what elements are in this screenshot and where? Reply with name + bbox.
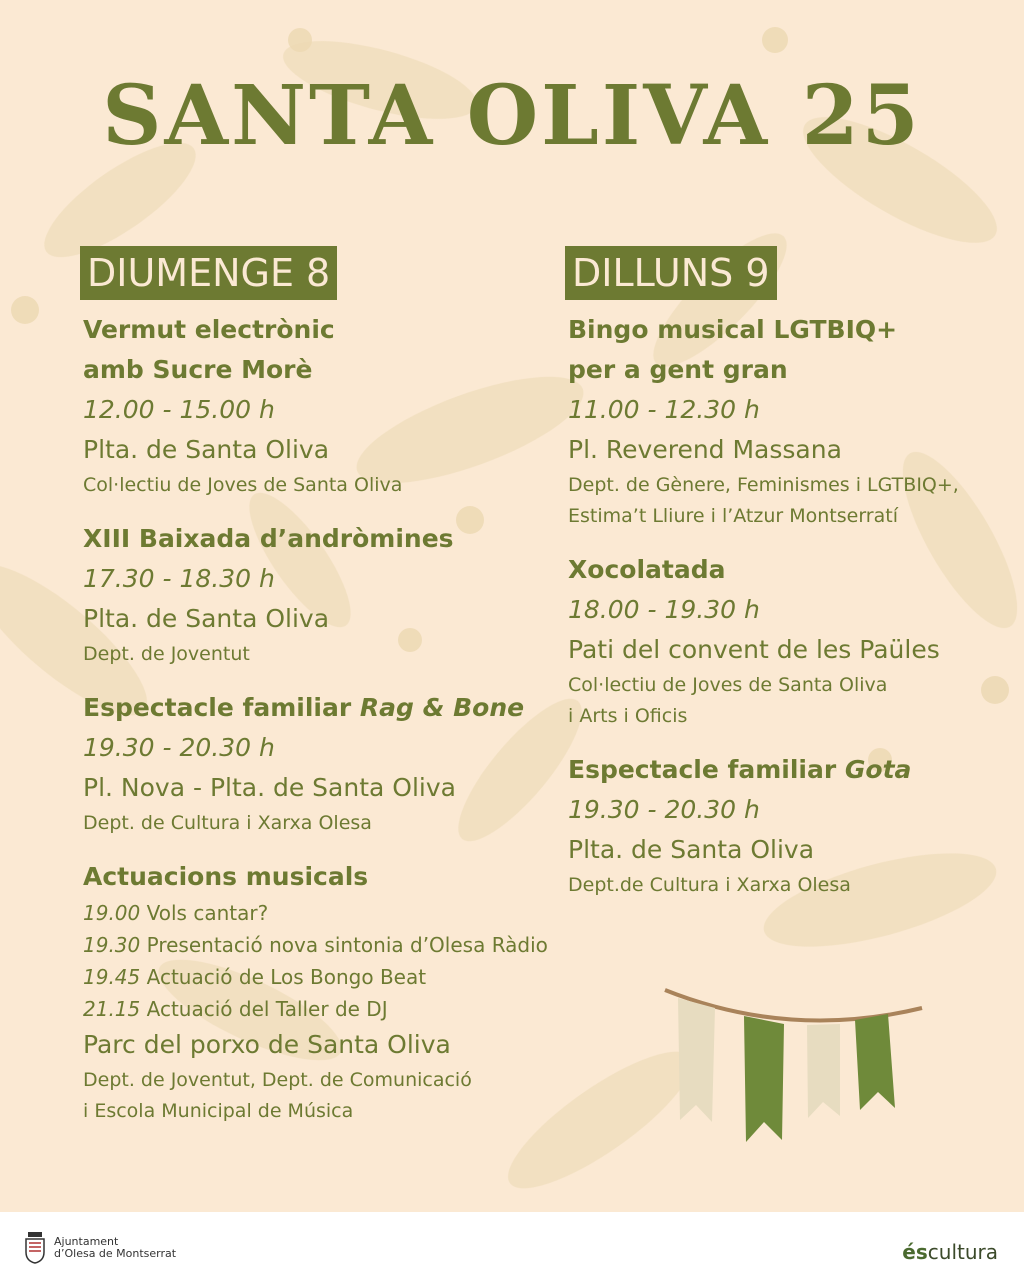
event-organizer: Estima’t Lliure i l’Atzur Montserratí [568,505,898,527]
day-heading: DIUMENGE 8 [80,246,337,300]
footer [0,1212,1024,1280]
event-title: Vermut electrònic [83,315,335,344]
music-item [83,897,580,929]
event-title-prefix: Espectacle familiar [568,755,845,784]
event-organizer: i Escola Municipal de Música [83,1100,354,1122]
event-title: per a gent gran [568,355,788,384]
event-title: Actuacions musicals [83,862,369,891]
event-item [80,519,580,670]
music-text: Actuació del Taller de DJ [140,997,388,1021]
logo-line: d’Olesa de Montserrat [54,1247,177,1260]
music-time: 19.30 [83,933,141,957]
event-time: 11.00 - 12.30 h [568,395,760,424]
music-time: 19.45 [83,965,141,989]
ajuntament-logo-text [54,1236,176,1260]
event-title [83,688,580,728]
ajuntament-logo [24,1230,224,1270]
event-place: Plta. de Santa Oliva [568,835,815,864]
day-column-sunday [80,246,580,1145]
event-title: XIII Baixada d’andròmines [83,524,454,553]
event-organizer: Dept. de Joventut [83,643,250,665]
event-organizer: Dept. de Joventut, Dept. de Comunicació [83,1069,472,1091]
event-title-show: Gota [844,755,912,784]
event-place: Pl. Nova - Plta. de Santa Oliva [83,773,456,802]
event-title-prefix: Espectacle familiar [83,693,360,722]
event-time: 19.30 - 20.30 h [568,795,760,824]
event-title: Xocolatada [568,555,726,584]
event-time: 18.00 - 19.30 h [568,595,760,624]
music-event [80,857,580,1127]
bunting-icon [660,980,930,1155]
music-time: 21.15 [83,997,141,1021]
event-item [80,688,580,839]
music-text: Vols cantar? [140,901,269,925]
event-organizer: Col·lectiu de Joves de Santa Oliva [83,474,403,496]
logo-line: Ajuntament [54,1235,119,1248]
event-time: 12.00 - 15.00 h [83,395,275,424]
event-place: Plta. de Santa Oliva [83,604,330,633]
event-place: Parc del porxo de Santa Oliva [83,1030,451,1059]
logo-rest: cultura [927,1240,998,1264]
event-organizer: Dept. de Gènere, Feminismes i LGTBIQ+, [568,474,959,496]
event-organizer: Dept. de Cultura i Xarxa Olesa [83,812,372,834]
crest-icon [24,1232,46,1264]
event-place: Plta. de Santa Oliva [83,435,330,464]
event-item [565,550,1005,732]
event-place: Pati del convent de les Paüles [568,635,940,664]
event-item [565,310,1005,532]
event-title-show: Rag & Bone [359,693,525,722]
event-time: 17.30 - 18.30 h [83,564,275,593]
event-item [565,750,1005,901]
music-item [83,961,580,993]
day-heading: DILLUNS 9 [565,246,777,300]
day-column-monday [565,246,1005,919]
event-organizer: Dept.de Cultura i Xarxa Olesa [568,874,851,896]
event-organizer: i Arts i Oficis [568,705,688,727]
escultura-logo [902,1240,998,1264]
event-place: Pl. Reverend Massana [568,435,842,464]
event-title [568,750,1005,790]
music-text: Actuació de Los Bongo Beat [140,965,427,989]
music-time: 19.00 [83,901,141,925]
poster-title: SANTA OLIVA 25 [102,68,922,164]
music-item [83,929,580,961]
logo-bold: és [902,1240,928,1264]
event-time: 19.30 - 20.30 h [83,733,275,762]
event-title: amb Sucre Morè [83,355,313,384]
event-item [80,310,580,501]
event-organizer: Col·lectiu de Joves de Santa Oliva [568,674,888,696]
music-item [83,993,580,1025]
event-title: Bingo musical LGTBIQ+ [568,315,898,344]
music-text: Presentació nova sintonia d’Olesa Ràdio [140,933,548,957]
